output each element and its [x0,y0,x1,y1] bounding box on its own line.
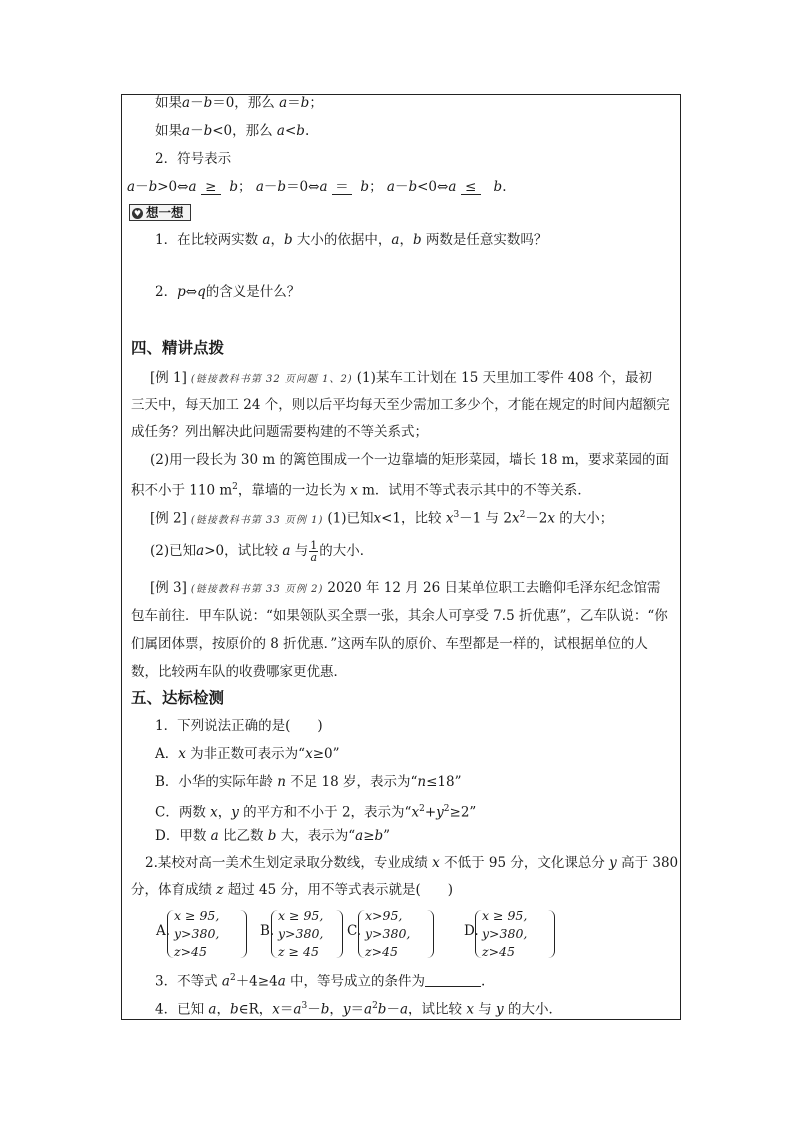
quiz-option-a: A．x 为非正数可表示为“x≥0” [155,746,340,762]
system-option-d: D. x ≥ 95, y>380, z>45 [464,907,564,963]
quiz-option-d: D．甲数 a 比乙数 b 大，表示为“a≥b” [155,828,391,844]
example-2-line-2: (2)已知a>0，试比较 a 与 $\frac{1}{a}$的大小． [150,539,374,564]
think-question-1: 1．在比较两实数 a，b 大小的依据中，a，b 两数是任意实数吗？ [155,232,548,248]
system-option-a: A. x ≥ 95, y>380, z>45 [156,907,256,963]
fraction-one-over-a: $\frac{1}{a}$ [310,539,318,564]
condition-less: 如果a－b<0，那么 a<b. [155,123,310,139]
example-1-line-1: [例 1] (链接教科书第 32 页问题 1、2) (1)某车工计划在 15 天里加工零件 408 个，最初 [150,370,652,386]
system-option-c: C. x>95, y>380, z>45 [347,907,437,963]
quiz-question-1: 1．下列说法正确的是( ) [155,718,323,734]
example-1-line-5: 积不小于 110 $m^2$，靠墙的一边长为 x m．试用不等式表示其中的不等关系． [131,482,591,499]
answer-blank: ≤ [461,180,481,195]
quiz-question-2-line-2: 分，体育成绩 z 超过 45 分，用不等式表示就是( ) [131,882,454,898]
example-3-line-2: 包车前往．甲车队说：“如果领队买全票一张，其余人可享受 7.5 折优惠”，乙车队说：“你 [131,608,668,624]
system-option-b: B. x ≥ 95, y>380, z ≥ 45 [260,907,350,963]
answer-blank: ≥ [201,180,221,195]
quiz-option-c: C．两数 x，y 的平方和不小于 2，表示为“$x^2+y^2\ge 2$” [155,804,477,821]
condition-equal: 如果a－b＝0，那么 a＝b； [155,95,323,111]
section-title-4: 四、精讲点拨 [131,339,225,357]
quiz-option-b: B．小华的实际年龄 n 不足 18 岁，表示为“n≤18” [155,774,462,790]
section-title-5: 五、达标检测 [131,689,225,707]
quiz-question-4: 4．已知 a，b∈R，$x=a^3-b$，$y=a^2b-a$，试比较 x 与 y 的大小． [155,1001,562,1018]
answer-blank [425,974,481,987]
answer-blank: ＝ [332,180,352,195]
example-1-line-2: 三天中，每天加工 24 个，则以后平均每天至少需加工多少个，才能在规定的时间内超额完 [131,397,670,413]
quiz-question-3: 3．不等式 $a^2+4\ge 4a$ 中，等号成立的条件为 . [155,973,486,990]
symbol-line: a－b>0⇔a ≥ b； a－b＝0⇔a ＝ b； a－b<0⇔a ≤ b. [127,179,507,195]
think-question-2: 2．p⇔q的含义是什么？ [155,284,301,300]
heart-icon: ♥ [133,209,142,218]
example-2-line-1: [例 2] (链接教科书第 33 页例 1) (1)已知x<1，比较 $x^3-1$ 与 $2x^2-2x$ 的大小； [150,510,614,527]
example-1-line-3: 成任务？列出解决此问题需要构建的不等关系式； [131,424,428,440]
example-3-line-4: 数，比较两车队的收费哪家更优惠． [131,664,347,680]
example-3-line-1: [例 3] (链接教科书第 33 页例 2) 2020 年 12 月 26 日某单位职工去瞻仰毛泽东纪念馆需 [150,580,661,596]
symbol-heading: 2．符号表示 [155,151,232,167]
example-1-line-4: (2)用一段长为 30 m 的篱笆围成一个一边靠墙的矩形菜园，墙长 18 m，要求菜园的面 [150,452,670,468]
think-label: ♥ 想一想 [129,203,191,223]
quiz-question-2-line-1: 2.某校对高一美术生划定录取分数线，专业成绩 x 不低于 95 分，文化课总分 y 高于 380 [145,855,679,871]
example-3-line-3: 们属团体票，按原价的 8 折优惠．”这两车队的原价、车型都是一样的，试根据单位的人 [131,636,648,652]
